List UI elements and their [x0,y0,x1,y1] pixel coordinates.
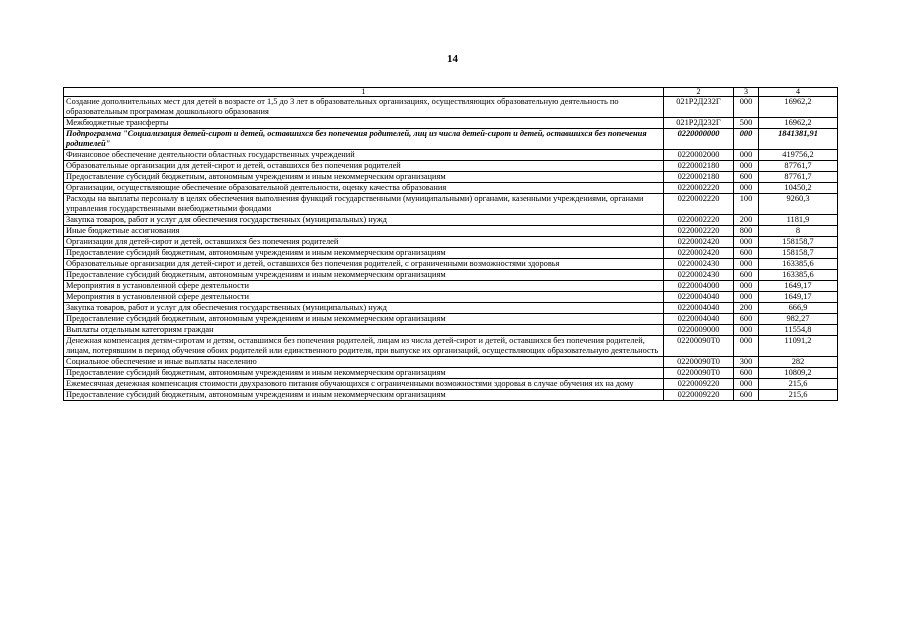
budget-table [63,87,838,401]
row-code: 0220002180 [664,172,734,183]
row-name: Денежная компенсация детям-сиротам и детям, оставшимся без попечения родителей, лицам из числа детей-сирот и детей, оставшихся без попечения родителей, лицам, потерявшим в период обучения обоих родителей или единственного родителя, при выпуске их организаций, осуществляющих образовательную деятельность [64,336,664,357]
row-type: 800 [734,226,759,237]
table-row [64,292,838,303]
table-row [64,379,838,390]
row-code: 0220009000 [664,325,734,336]
row-code: 021Р2Д232Г [664,118,734,129]
row-code: 0220004000 [664,281,734,292]
table-row [64,357,838,368]
row-type: 000 [734,237,759,248]
table-row [64,390,838,401]
row-code: 0220009220 [664,379,734,390]
table-row [64,161,838,172]
row-code: 0220002220 [664,183,734,194]
row-name: Мероприятия в установленной сфере деятельности [64,281,664,292]
row-name: Подпрограмма "Социализация детей-сирот и детей, оставшихся без попечения родителей, лиц из числа детей-сирот и детей, оставшихся без попечения родителей" [64,129,664,150]
row-amount: 87761,7 [759,172,838,183]
row-type: 000 [734,281,759,292]
row-type: 000 [734,259,759,270]
row-amount: 666,9 [759,303,838,314]
row-amount: 16962,2 [759,97,838,118]
row-code: 0220002430 [664,270,734,281]
row-amount: 1649,17 [759,281,838,292]
row-name: Предоставление субсидий бюджетным, автономным учреждениям и иным некоммерческим организациям [64,390,664,401]
row-code: 0220009220 [664,390,734,401]
table-row [64,215,838,226]
table-row [64,368,838,379]
row-type: 000 [734,325,759,336]
row-amount: 158158,7 [759,237,838,248]
row-type: 100 [734,194,759,215]
row-type: 000 [734,183,759,194]
table-row [64,248,838,259]
row-type: 200 [734,303,759,314]
header-col-4: 4 [759,88,838,97]
row-name: Предоставление субсидий бюджетным, автономным учреждениям и иным некоммерческим организациям [64,314,664,325]
header-col-2: 2 [664,88,734,97]
row-name: Предоставление субсидий бюджетным, автономным учреждениям и иным некоммерческим организациям [64,172,664,183]
table-row [64,259,838,270]
row-name: Предоставление субсидий бюджетным, автономным учреждениям и иным некоммерческим организациям [64,270,664,281]
table-row [64,270,838,281]
table-row [64,281,838,292]
row-code: 0220002220 [664,215,734,226]
row-type: 000 [734,161,759,172]
row-name: Закупка товаров, работ и услуг для обеспечения государственных (муниципальных) нужд [64,303,664,314]
row-type: 600 [734,248,759,259]
row-name: Организации, осуществляющие обеспечение образовательной деятельности, оценку качества образования [64,183,664,194]
row-code: 02200090Т0 [664,357,734,368]
row-code: 0220004040 [664,303,734,314]
row-name: Мероприятия в установленной сфере деятельности [64,292,664,303]
row-name: Финансовое обеспечение деятельности областных государственных учреждений [64,150,664,161]
header-row [64,88,838,97]
row-code: 0220002000 [664,150,734,161]
row-code: 0220002180 [664,161,734,172]
row-amount: 282 [759,357,838,368]
row-name: Выплаты отдельным категориям граждан [64,325,664,336]
row-type: 300 [734,357,759,368]
row-type: 200 [734,215,759,226]
row-type: 000 [734,292,759,303]
row-code: 02200090Т0 [664,368,734,379]
table-row [64,303,838,314]
row-name: Предоставление субсидий бюджетным, автономным учреждениям и иным некоммерческим организациям [64,248,664,259]
row-type: 600 [734,368,759,379]
row-code: 0220002220 [664,226,734,237]
row-amount: 11091,2 [759,336,838,357]
header-col-1: 1 [64,88,664,97]
row-amount: 982,27 [759,314,838,325]
row-amount: 1649,17 [759,292,838,303]
table-row [64,129,838,150]
row-amount: 1181,9 [759,215,838,226]
row-type: 000 [734,129,759,150]
table-body [64,97,838,401]
row-name: Образовательные организации для детей-сирот и детей, оставшихся без попечения родителей [64,161,664,172]
row-amount: 163385,6 [759,270,838,281]
row-code: 0220002430 [664,259,734,270]
table-row [64,325,838,336]
row-amount: 9260,3 [759,194,838,215]
row-amount: 8 [759,226,838,237]
row-name: Организации для детей-сирот и детей, оставшихся без попечения родителей [64,237,664,248]
row-type: 500 [734,118,759,129]
table-row [64,194,838,215]
table-row [64,118,838,129]
row-amount: 158158,7 [759,248,838,259]
table-row [64,336,838,357]
row-name: Создание дополнительных мест для детей в возрасте от 1,5 до 3 лет в образовательных организациях, осуществляющих образовательную деятельность по образовательным программам дошкольного образования [64,97,664,118]
table-row [64,97,838,118]
table-row [64,226,838,237]
row-amount: 1841381,91 [759,129,838,150]
table-row [64,172,838,183]
row-type: 000 [734,336,759,357]
row-type: 600 [734,172,759,183]
row-amount: 419756,2 [759,150,838,161]
row-type: 600 [734,270,759,281]
table-row [64,183,838,194]
row-code: 0220004040 [664,292,734,303]
row-type: 000 [734,97,759,118]
row-code: 02200090Т0 [664,336,734,357]
row-code: 0220000000 [664,129,734,150]
row-amount: 11554,8 [759,325,838,336]
table-row [64,150,838,161]
row-amount: 215,6 [759,379,838,390]
row-name: Закупка товаров, работ и услуг для обеспечения государственных (муниципальных) нужд [64,215,664,226]
row-name: Предоставление субсидий бюджетным, автономным учреждениям и иным некоммерческим организациям [64,368,664,379]
row-name: Ежемесячная денежная компенсация стоимости двухразового питания обучающихся с ограниченными возможностями здоровья в случае обучения их на дому [64,379,664,390]
row-name: Иные бюджетные ассигнования [64,226,664,237]
row-type: 600 [734,314,759,325]
row-name: Межбюджетные трансферты [64,118,664,129]
row-type: 600 [734,390,759,401]
row-code: 0220004040 [664,314,734,325]
row-amount: 10809,2 [759,368,838,379]
table-row [64,237,838,248]
row-amount: 16962,2 [759,118,838,129]
row-amount: 163385,6 [759,259,838,270]
table-row [64,314,838,325]
row-name: Социальное обеспечение и иные выплаты населению [64,357,664,368]
row-type: 000 [734,150,759,161]
page-number: 14 [447,53,458,65]
row-code: 021Р2Д232Г [664,97,734,118]
row-code: 0220002220 [664,194,734,215]
row-type: 000 [734,379,759,390]
row-amount: 10450,2 [759,183,838,194]
row-code: 0220002420 [664,248,734,259]
row-code: 0220002420 [664,237,734,248]
row-name: Образовательные организации для детей-сирот и детей, оставшихся без попечения родителей, с ограниченными возможностями здоровья [64,259,664,270]
row-name: Расходы на выплаты персоналу в целях обеспечения выполнения функций государственными (муниципальными) органами, казенными учреждениями, органами управления государственными внебюджетными фондами [64,194,664,215]
row-amount: 215,6 [759,390,838,401]
header-col-3: 3 [734,88,759,97]
row-amount: 87761,7 [759,161,838,172]
